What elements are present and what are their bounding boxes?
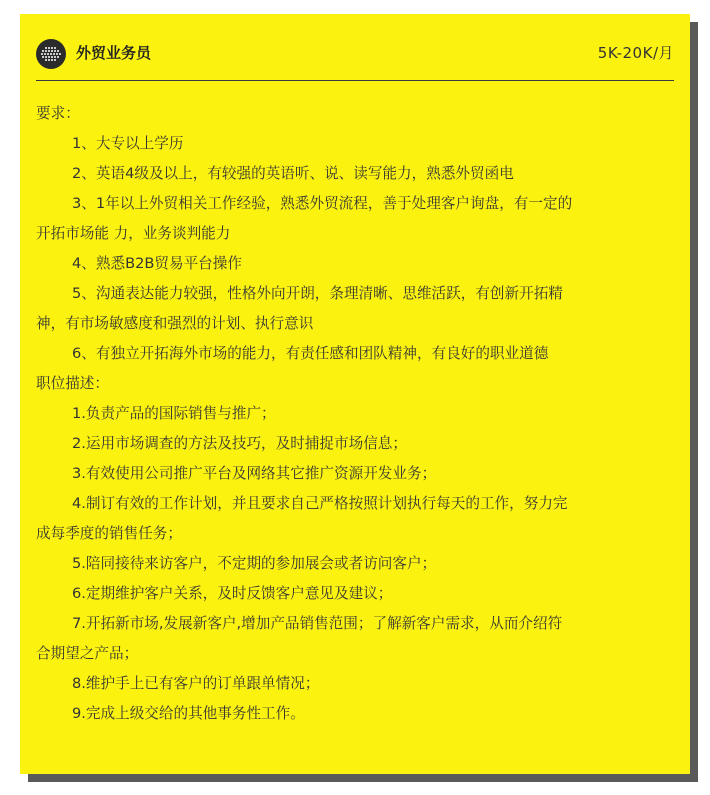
description-line: 8.维护手上已有客户的订单跟单情况； — [72, 675, 320, 692]
description-line: 5、沟通表达能力较强，性格外向开朗，条理清晰、思维活跃，有创新开拓精 — [72, 285, 563, 302]
description-line: 要求： — [36, 105, 80, 122]
job-title: 外贸业务员 — [76, 44, 152, 62]
salary-range: 5K-20K/月 — [597, 44, 674, 62]
description-line: 3.有效使用公司推广平台及网络其它推广资源开发业务； — [72, 465, 437, 482]
job-description — [36, 81, 674, 729]
description-line: 成每季度的销售任务； — [36, 525, 182, 542]
description-line: 9.完成上级交给的其他事务性工作。 — [72, 705, 305, 722]
description-line: 6、有独立开拓海外市场的能力，有责任感和团队精神，有良好的职业道德 — [72, 345, 549, 362]
description-line: 合期望之产品； — [36, 645, 139, 662]
description-line: 1.负责产品的国际销售与推广； — [72, 405, 276, 422]
description-line: 4.制订有效的工作计划，并且要求自己严格按照计划执行每天的工作，努力完 — [72, 495, 568, 512]
description-line: 开拓市场能 力，业务谈判能力 — [36, 225, 231, 242]
description-line: 6.定期维护客户关系，及时反馈客户意见及建议； — [72, 585, 393, 602]
dotted-globe-icon-svg — [40, 46, 62, 62]
description-line: 5.陪同接待来访客户，不定期的参加展会或者访问客户； — [72, 555, 437, 572]
description-line: 神，有市场敏感度和强烈的计划、执行意识 — [36, 315, 314, 332]
description-line: 1、大专以上学历 — [72, 135, 184, 152]
description-line: 2.运用市场调查的方法及技巧，及时捕捉市场信息； — [72, 435, 407, 452]
job-card — [20, 14, 690, 774]
description-line: 7.开拓新市场,发展新客户,增加产品销售范围；了解新客户需求，从而介绍符 — [72, 615, 563, 632]
description-line: 3、1年以上外贸相关工作经验，熟悉外贸流程，善于处理客户询盘，有一定的 — [72, 195, 573, 212]
description-line: 职位描述： — [36, 375, 109, 392]
description-line: 4、熟悉B2B贸易平台操作 — [72, 255, 242, 272]
job-header — [36, 14, 674, 81]
description-line: 2、英语4级及以上，有较强的英语听、说、读写能力，熟悉外贸函电 — [72, 165, 514, 182]
dotted-globe-icon — [36, 39, 66, 69]
